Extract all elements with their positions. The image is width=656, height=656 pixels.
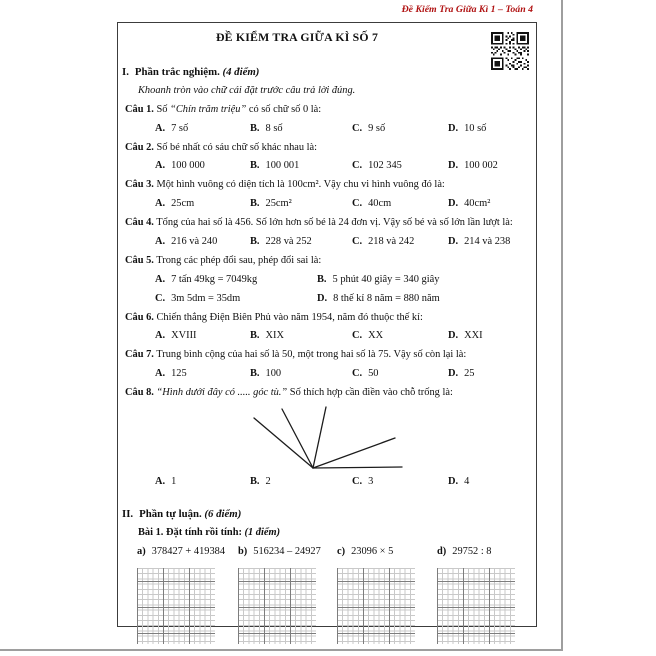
option-value: 214 và 238 bbox=[464, 236, 511, 248]
question-text-q8 bbox=[118, 384, 536, 403]
option-q1-A bbox=[155, 120, 188, 139]
question-list bbox=[118, 101, 536, 492]
option-row bbox=[118, 195, 536, 214]
option-q6-A bbox=[155, 327, 197, 346]
option-letter: C. bbox=[352, 160, 363, 172]
option-letter: D. bbox=[448, 122, 459, 134]
option-value: 5 phút 40 giây = 340 giây bbox=[332, 273, 440, 285]
option-row bbox=[118, 120, 536, 139]
answer-grid-a bbox=[137, 568, 215, 644]
section1-points: (4 điểm) bbox=[222, 66, 260, 78]
option-value: 100 002 bbox=[464, 160, 498, 172]
test-content bbox=[118, 63, 536, 644]
option-letter: D. bbox=[448, 198, 459, 210]
option-q1-D bbox=[448, 120, 486, 139]
option-q3-A bbox=[155, 195, 194, 214]
answer-grid-c bbox=[337, 568, 415, 644]
option-q5-A bbox=[155, 271, 257, 290]
question-text-q5 bbox=[118, 252, 536, 271]
answer-grid-b bbox=[238, 568, 316, 644]
option-value: 7 tấn 49kg = 7049kg bbox=[171, 273, 258, 285]
problem-d bbox=[437, 543, 492, 562]
option-q5-B bbox=[317, 271, 439, 290]
option-q7-A bbox=[155, 365, 187, 384]
option-q6-C bbox=[352, 327, 383, 346]
question-text-q6 bbox=[118, 309, 536, 328]
option-value: 216 và 240 bbox=[171, 236, 218, 248]
option-letter: A. bbox=[155, 368, 166, 380]
option-row bbox=[118, 271, 536, 290]
option-q2-B bbox=[250, 157, 299, 176]
option-letter: B. bbox=[317, 273, 327, 285]
question-text-q1 bbox=[118, 101, 536, 120]
option-value: 25cm bbox=[171, 198, 195, 210]
option-q7-B bbox=[250, 365, 281, 384]
option-value: 50 bbox=[368, 368, 379, 380]
problem-label: c) bbox=[337, 545, 346, 557]
exercise1-points: (1 điểm) bbox=[244, 526, 281, 538]
option-q8-D bbox=[448, 473, 469, 492]
question-italic: “Hình dưới đây có ..... góc tù.” bbox=[156, 387, 288, 399]
option-letter: B. bbox=[250, 476, 260, 488]
option-q1-C bbox=[352, 120, 385, 139]
option-letter: A. bbox=[155, 273, 166, 285]
option-value: XX bbox=[368, 330, 384, 342]
question-label: Câu 5. bbox=[125, 254, 154, 266]
problem-c bbox=[337, 543, 393, 562]
problem-label: d) bbox=[437, 545, 447, 557]
question-pre: Trong các phép đổi sau, phép đổi sai là: bbox=[153, 254, 322, 266]
option-value: 7 số bbox=[171, 122, 189, 134]
problem-expression: 378427 + 419384 bbox=[151, 545, 226, 557]
option-value: 25 bbox=[464, 368, 475, 380]
option-letter: D. bbox=[448, 236, 459, 248]
option-letter: A. bbox=[155, 476, 166, 488]
section2-points: (6 điểm) bbox=[204, 507, 242, 520]
question-pre: Trung bình cộng của hai số là 50, một trong hai số là 75. Vậy số còn lại là: bbox=[153, 349, 467, 361]
option-q8-B bbox=[250, 473, 271, 492]
option-value: 100 bbox=[265, 368, 282, 380]
option-letter: C. bbox=[155, 292, 166, 304]
option-value: 100 001 bbox=[265, 160, 300, 172]
option-q4-D bbox=[448, 233, 510, 252]
option-row bbox=[118, 365, 536, 384]
option-letter: C. bbox=[352, 122, 363, 134]
section2-heading bbox=[118, 505, 536, 524]
angle-rays-figure bbox=[245, 404, 415, 472]
option-value: 228 và 252 bbox=[265, 236, 312, 248]
option-value: XXI bbox=[464, 330, 483, 342]
option-value: 1 bbox=[171, 476, 177, 488]
section2-number: II. bbox=[122, 507, 134, 520]
option-row bbox=[118, 290, 536, 309]
question-text-q3 bbox=[118, 176, 536, 195]
option-letter: C. bbox=[352, 198, 363, 210]
problem-expression: 516234 – 24927 bbox=[253, 545, 321, 557]
option-value: 100 000 bbox=[171, 160, 205, 172]
question-label: Câu 4. bbox=[125, 217, 154, 229]
option-letter: A. bbox=[155, 198, 166, 210]
option-value: XIX bbox=[265, 330, 284, 342]
option-value: 10 số bbox=[464, 122, 487, 134]
option-value: 102 345 bbox=[368, 160, 402, 172]
option-q8-A bbox=[155, 473, 176, 492]
option-q4-B bbox=[250, 233, 312, 252]
option-value: 8 thế kỉ 8 năm = 880 năm bbox=[333, 292, 440, 304]
option-q6-D bbox=[448, 327, 483, 346]
option-q3-B bbox=[250, 195, 292, 214]
question-text-q4 bbox=[118, 214, 536, 233]
option-row bbox=[118, 327, 536, 346]
exercise1-text: Đặt tính rồi tính: bbox=[166, 526, 242, 538]
option-value: 8 số bbox=[265, 122, 283, 134]
option-value: 218 và 242 bbox=[368, 236, 415, 248]
section1-number: I. bbox=[122, 66, 129, 78]
option-value: 40cm² bbox=[464, 198, 491, 210]
option-letter: C. bbox=[352, 476, 363, 488]
option-letter: A. bbox=[155, 236, 166, 248]
question-label: Câu 1. bbox=[125, 103, 154, 115]
question-pre: Tổng của hai số là 456. Số lớn hơn số bé là 24 đơn vị. Vậy số bé và số lớn lần lượt là: bbox=[153, 217, 513, 229]
option-row bbox=[118, 157, 536, 176]
problem-row bbox=[118, 543, 536, 562]
section1-instruction: Khoanh tròn vào chữ cái đặt trước câu trả lời đúng. bbox=[138, 84, 356, 96]
option-q3-D bbox=[448, 195, 490, 214]
section1-title: Phần trắc nghiệm. bbox=[134, 66, 220, 78]
option-q2-D bbox=[448, 157, 498, 176]
option-row bbox=[118, 233, 536, 252]
option-value: 9 số bbox=[368, 122, 386, 134]
option-q3-C bbox=[352, 195, 391, 214]
option-q7-D bbox=[448, 365, 475, 384]
option-value: 25cm² bbox=[265, 198, 292, 210]
answer-grid-d bbox=[437, 568, 515, 644]
option-letter: C. bbox=[352, 368, 363, 380]
problem-b bbox=[238, 543, 321, 562]
question-post: có số chữ số 0 là: bbox=[246, 103, 322, 115]
question-label: Câu 7. bbox=[125, 349, 154, 361]
option-letter: B. bbox=[250, 330, 260, 342]
question-pre: Một hình vuông có diện tích là 100cm². Vậy chu vi hình vuông đó là: bbox=[153, 179, 445, 191]
question-pre: Số bé nhất có sáu chữ số khác nhau là: bbox=[153, 141, 318, 153]
option-letter: A. bbox=[155, 160, 166, 172]
option-letter: D. bbox=[448, 476, 459, 488]
option-value: 3m 5dm = 35dm bbox=[171, 292, 241, 304]
option-value: 3 bbox=[368, 476, 374, 488]
problem-expression: 23096 × 5 bbox=[351, 545, 394, 557]
option-letter: D. bbox=[448, 330, 459, 342]
question-italic: “Chín trăm triệu” bbox=[170, 103, 247, 115]
option-letter: A. bbox=[155, 330, 166, 342]
test-header bbox=[118, 23, 536, 63]
question-text-q7 bbox=[118, 346, 536, 365]
question-label: Câu 2. bbox=[125, 141, 154, 153]
option-q2-A bbox=[155, 157, 205, 176]
exercise1-heading bbox=[118, 524, 536, 543]
option-letter: C. bbox=[352, 330, 363, 342]
problem-expression: 29752 : 8 bbox=[452, 545, 492, 557]
option-q6-B bbox=[250, 327, 284, 346]
problem-a bbox=[137, 543, 225, 562]
option-letter: D. bbox=[448, 160, 459, 172]
problem-label: a) bbox=[137, 545, 146, 557]
option-value: 40cm bbox=[368, 198, 392, 210]
option-value: 2 bbox=[265, 476, 271, 488]
option-letter: B. bbox=[250, 160, 260, 172]
option-letter: D. bbox=[317, 292, 328, 304]
option-letter: A. bbox=[155, 122, 166, 134]
option-letter: B. bbox=[250, 198, 260, 210]
question-label: Câu 3. bbox=[125, 179, 154, 191]
answer-grid-row bbox=[118, 568, 536, 644]
test-frame bbox=[117, 22, 537, 627]
question-post: Số thích hợp cần điền vào chỗ trống là: bbox=[287, 387, 453, 399]
section2-title: Phần tự luận. bbox=[139, 507, 202, 520]
problem-label: b) bbox=[238, 545, 248, 557]
option-letter: B. bbox=[250, 368, 260, 380]
page-header-note: Đề Kiểm Tra Giữa Kì 1 – Toán 4 bbox=[401, 4, 533, 15]
option-letter: B. bbox=[250, 236, 260, 248]
exercise1-label: Bài 1. bbox=[138, 526, 164, 538]
option-q5-D bbox=[317, 290, 440, 309]
question-pre: Chiến thắng Điện Biên Phủ vào năm 1954, năm đó thuộc thế kỉ: bbox=[153, 311, 423, 323]
option-q5-C bbox=[155, 290, 240, 309]
section1-heading bbox=[118, 63, 536, 82]
option-letter: C. bbox=[352, 236, 363, 248]
option-q4-C bbox=[352, 233, 414, 252]
question-text-q2 bbox=[118, 139, 536, 158]
option-letter: D. bbox=[448, 368, 459, 380]
option-value: 4 bbox=[464, 476, 470, 488]
test-title: ĐỀ KIỂM TRA GIỮA KÌ SỐ 7 bbox=[215, 30, 379, 44]
question-pre: Số bbox=[153, 103, 171, 115]
angle-figure-row bbox=[118, 403, 536, 473]
question-label: Câu 8. bbox=[125, 387, 154, 399]
option-q2-C bbox=[352, 157, 402, 176]
option-value: 125 bbox=[171, 368, 187, 380]
question-label: Câu 6. bbox=[125, 311, 154, 323]
option-row bbox=[118, 473, 536, 492]
option-value: XVIII bbox=[171, 330, 197, 342]
option-q7-C bbox=[352, 365, 379, 384]
option-q8-C bbox=[352, 473, 373, 492]
option-q1-B bbox=[250, 120, 283, 139]
option-q4-A bbox=[155, 233, 217, 252]
option-letter: B. bbox=[250, 122, 260, 134]
